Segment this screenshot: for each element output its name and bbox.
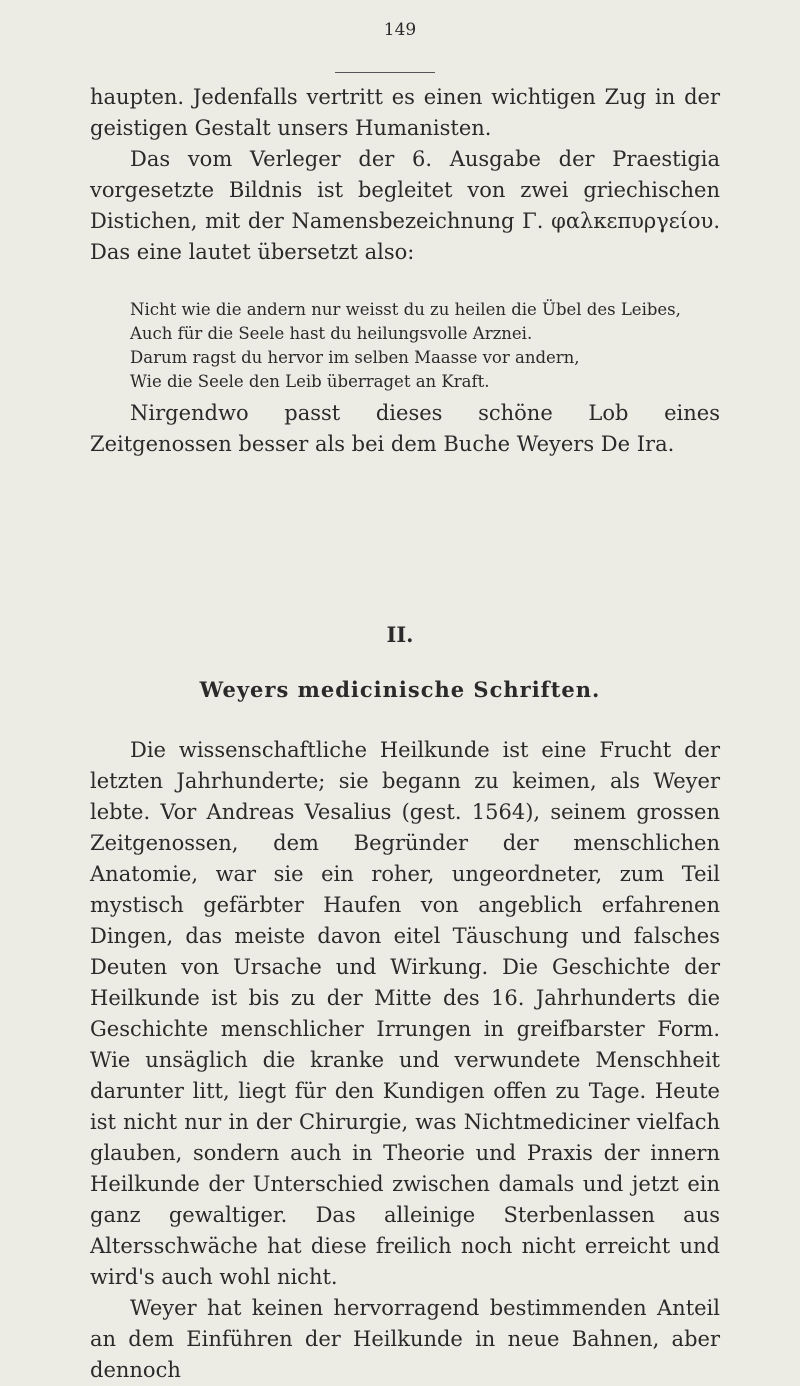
section-number: II.: [386, 622, 414, 647]
verse-line: Nicht wie die andern nur weisst du zu heilen die Übel des Leibes,: [130, 300, 681, 319]
paragraph-medicine-history: Die wissenschaftliche Heilkunde ist eine Frucht der letzten Jahrhunderte; sie begann zu keimen, als Weyer lebte. Vor Andreas Vesalius (gest. 1564), seinem grossen Zeitgenossen, dem Begründer der menschlichen Anatomie, war sie ein roher, ungeordneter, zum Teil mystisch gefärbter Haufen von angeblich erfahrenen Dingen, das meiste davon eitel Täuschung und falsches Deuten von Ursache und Wirkung. Die Geschichte der Heilkunde ist bis zu der Mitte des 16. Jahrhunderts die Geschichte menschlicher Irrungen in greifbarster Form. Wie unsäglich die kranke und verwundete Menschheit darunter litt, liegt für den Kundigen offen zu Tage. Heute ist nicht nur in der Chirurgie, was Nichtmediciner vielfach glauben, sondern auch in Theorie und Praxis der innern Heilkunde der Unterschied zwischen damals und jetzt ein ganz gewaltiger. Das alleinige Sterbenlassen aus Altersschwäche hat diese freilich noch nicht erreicht und wird's auch wohl nicht.: [90, 738, 720, 1289]
header-rule: [335, 72, 435, 73]
section-title: Weyers medicinische Schriften.: [199, 677, 601, 702]
main-text-block: [90, 735, 720, 1386]
verse-line: Auch für die Seele hast du heilungsvolle Arznei.: [130, 324, 533, 343]
closing-text-block: [90, 398, 720, 460]
paragraph-continuation: haupten. Jedenfalls vertritt es einen wichtigen Zug in der geistigen Gestalt unsers Humanisten.: [90, 85, 720, 140]
paragraph-praise: Nirgendwo passt dieses schöne Lob eines Zeitgenossen besser als bei dem Buche Weyers De Ira.: [90, 401, 720, 456]
top-text-block: [90, 82, 720, 268]
paragraph-portrait: Das vom Verleger der 6. Ausgabe der Praestigia vorgesetzte Bildnis ist begleitet von zwei griechischen Distichen, mit der Namensbezeichnung Γ. φαλκεπυργείου. Das eine lautet übersetzt also:: [90, 147, 720, 264]
page-number: 149: [383, 20, 417, 40]
verse-line: Darum ragst du hervor im selben Maasse vor andern,: [130, 348, 580, 367]
verse-line: Wie die Seele den Leib überraget an Kraft.: [130, 372, 490, 391]
verse-translation: [130, 298, 690, 394]
paragraph-weyer-contribution: Weyer hat keinen hervorragend bestimmenden Anteil an dem Einführen der Heilkunde in neue Bahnen, aber dennoch: [90, 1296, 720, 1382]
